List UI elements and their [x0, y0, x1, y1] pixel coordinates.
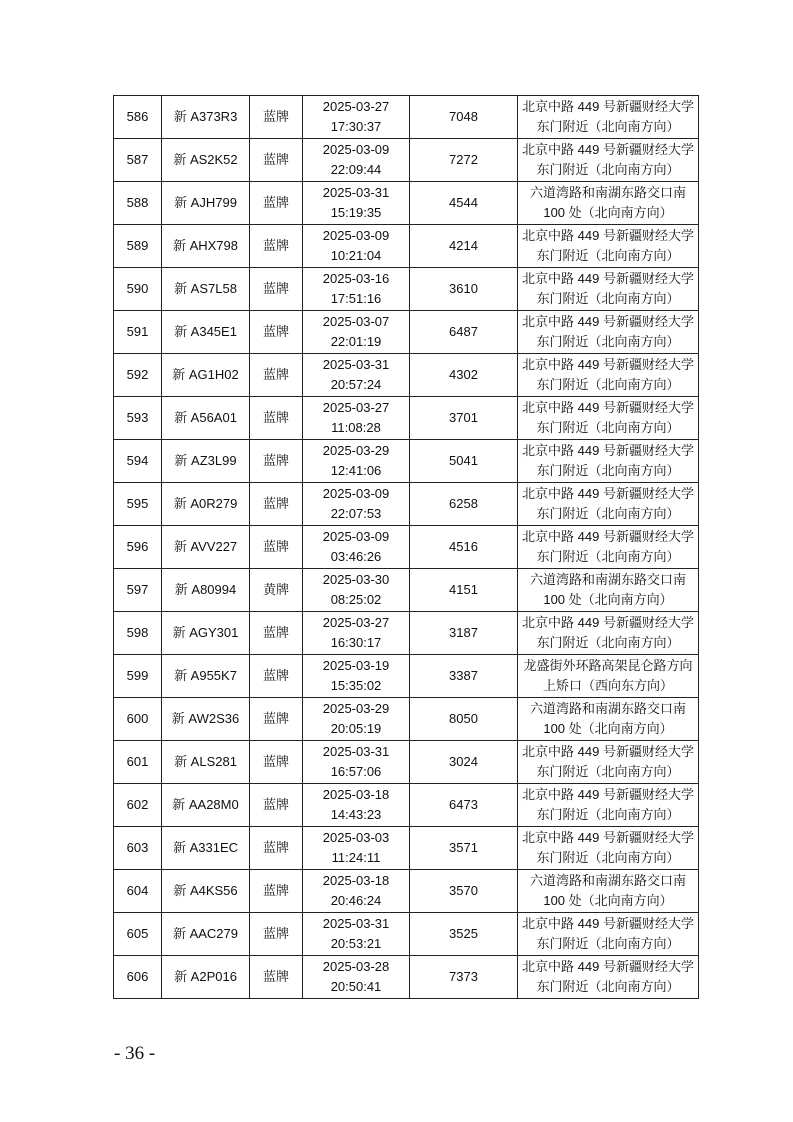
table-row — [114, 268, 699, 311]
row-number: 597 — [114, 569, 162, 612]
capture-clock-text: 03:46:26 — [330, 549, 382, 564]
capture-clock-text: 15:35:02 — [330, 678, 382, 693]
capture-time — [303, 182, 410, 225]
violation-code: 4302 — [410, 354, 518, 397]
capture-time — [303, 784, 410, 827]
plate-number: 新 A373R3 — [162, 96, 250, 139]
location-line-2: 东门附近（北向南方向） — [536, 764, 680, 779]
plate-color: 蓝牌 — [250, 225, 303, 268]
location — [518, 655, 699, 698]
capture-time — [303, 698, 410, 741]
location-line-1: 北京中路 449 号新疆财经大学 — [522, 99, 694, 114]
capture-time — [303, 440, 410, 483]
plate-number: 新 A2P016 — [162, 956, 250, 999]
plate-number: 新 A0R279 — [162, 483, 250, 526]
row-number: 603 — [114, 827, 162, 870]
capture-time — [303, 655, 410, 698]
location-line-2: 100 处（北向南方向） — [543, 721, 673, 736]
location — [518, 569, 699, 612]
table-row — [114, 440, 699, 483]
location — [518, 268, 699, 311]
plate-color: 蓝牌 — [250, 784, 303, 827]
table-row — [114, 397, 699, 440]
capture-time — [303, 397, 410, 440]
capture-date-text: 2025-03-31 — [322, 916, 390, 931]
row-number: 602 — [114, 784, 162, 827]
violation-code: 3701 — [410, 397, 518, 440]
capture-clock-text: 11:24:11 — [331, 850, 381, 865]
capture-clock-text: 20:53:21 — [330, 936, 382, 951]
row-number: 598 — [114, 612, 162, 655]
plate-number: 新 AVV227 — [162, 526, 250, 569]
location — [518, 182, 699, 225]
violation-code: 5041 — [410, 440, 518, 483]
table-row — [114, 569, 699, 612]
capture-date-text: 2025-03-18 — [322, 873, 390, 888]
capture-time — [303, 913, 410, 956]
row-number: 606 — [114, 956, 162, 999]
capture-date-text: 2025-03-19 — [322, 658, 390, 673]
location-line-1: 北京中路 449 号新疆财经大学 — [522, 916, 694, 931]
capture-date-text: 2025-03-03 — [322, 830, 390, 845]
location — [518, 397, 699, 440]
plate-color: 蓝牌 — [250, 311, 303, 354]
capture-clock-text: 22:07:53 — [330, 506, 382, 521]
row-number: 590 — [114, 268, 162, 311]
capture-clock-text: 15:19:35 — [330, 205, 382, 220]
capture-time — [303, 870, 410, 913]
location-line-1: 北京中路 449 号新疆财经大学 — [522, 830, 694, 845]
location-line-1: 北京中路 449 号新疆财经大学 — [522, 357, 694, 372]
location-line-1: 北京中路 449 号新疆财经大学 — [522, 443, 694, 458]
location-line-2: 东门附近（北向南方向） — [536, 936, 680, 951]
plate-color: 蓝牌 — [250, 956, 303, 999]
plate-number: 新 AS2K52 — [162, 139, 250, 182]
table-body — [114, 96, 699, 999]
table-row — [114, 526, 699, 569]
plate-number: 新 ALS281 — [162, 741, 250, 784]
plate-color: 蓝牌 — [250, 870, 303, 913]
location-line-2: 东门附近（北向南方向） — [536, 506, 680, 521]
capture-clock-text: 22:01:19 — [330, 334, 382, 349]
table-row — [114, 870, 699, 913]
capture-clock-text: 20:46:24 — [330, 893, 382, 908]
capture-date-text: 2025-03-07 — [322, 314, 390, 329]
plate-color: 蓝牌 — [250, 741, 303, 784]
capture-date-text: 2025-03-09 — [322, 142, 390, 157]
plate-color: 蓝牌 — [250, 698, 303, 741]
capture-date-text: 2025-03-30 — [322, 572, 390, 587]
row-number: 591 — [114, 311, 162, 354]
capture-time — [303, 225, 410, 268]
location-line-1: 龙盛街外环路高架昆仑路方向 — [523, 658, 693, 673]
location — [518, 741, 699, 784]
location-line-2: 东门附近（北向南方向） — [536, 248, 680, 263]
capture-clock-text: 20:57:24 — [330, 377, 382, 392]
capture-time — [303, 139, 410, 182]
plate-number: 新 A955K7 — [162, 655, 250, 698]
capture-date-text: 2025-03-09 — [322, 228, 390, 243]
plate-number: 新 A80994 — [162, 569, 250, 612]
capture-clock-text: 17:30:37 — [330, 119, 382, 134]
plate-color: 蓝牌 — [250, 612, 303, 655]
capture-date-text: 2025-03-31 — [322, 744, 390, 759]
location — [518, 139, 699, 182]
capture-time — [303, 268, 410, 311]
row-number: 586 — [114, 96, 162, 139]
table-row — [114, 96, 699, 139]
plate-color: 黄牌 — [250, 569, 303, 612]
capture-clock-text: 14:43:23 — [330, 807, 382, 822]
plate-color: 蓝牌 — [250, 354, 303, 397]
row-number: 589 — [114, 225, 162, 268]
capture-clock-text: 20:50:41 — [330, 979, 382, 994]
location-line-1: 北京中路 449 号新疆财经大学 — [522, 314, 694, 329]
location-line-2: 上矫口（西向东方向） — [542, 678, 673, 693]
table-row — [114, 182, 699, 225]
plate-number: 新 AGY301 — [162, 612, 250, 655]
location — [518, 526, 699, 569]
violation-records-table — [113, 95, 699, 999]
table-row — [114, 311, 699, 354]
capture-date-text: 2025-03-31 — [322, 357, 390, 372]
plate-number: 新 A56A01 — [162, 397, 250, 440]
capture-date-text: 2025-03-18 — [322, 787, 390, 802]
location-line-1: 北京中路 449 号新疆财经大学 — [522, 228, 694, 243]
violation-code: 3387 — [410, 655, 518, 698]
location-line-1: 六道湾路和南湖东路交口南 — [529, 701, 686, 716]
page-number: - 36 - — [114, 1043, 156, 1064]
location-line-2: 东门附近（北向南方向） — [536, 463, 680, 478]
violation-code: 4544 — [410, 182, 518, 225]
row-number: 604 — [114, 870, 162, 913]
location — [518, 913, 699, 956]
table-row — [114, 741, 699, 784]
violation-code: 7048 — [410, 96, 518, 139]
location-line-2: 东门附近（北向南方向） — [536, 420, 680, 435]
table-row — [114, 354, 699, 397]
location — [518, 827, 699, 870]
violation-code: 7272 — [410, 139, 518, 182]
row-number: 593 — [114, 397, 162, 440]
capture-date-text: 2025-03-16 — [322, 271, 390, 286]
capture-clock-text: 11:08:28 — [331, 420, 381, 435]
location — [518, 440, 699, 483]
location-line-2: 100 处（北向南方向） — [543, 205, 673, 220]
row-number: 599 — [114, 655, 162, 698]
location — [518, 354, 699, 397]
location — [518, 784, 699, 827]
violation-code: 4151 — [410, 569, 518, 612]
plate-color: 蓝牌 — [250, 827, 303, 870]
capture-date-text: 2025-03-27 — [322, 400, 390, 415]
table-row — [114, 483, 699, 526]
table-row — [114, 225, 699, 268]
table-row — [114, 913, 699, 956]
capture-time — [303, 311, 410, 354]
plate-number: 新 AZ3L99 — [162, 440, 250, 483]
location — [518, 225, 699, 268]
location-line-1: 六道湾路和南湖东路交口南 — [529, 873, 686, 888]
row-number: 600 — [114, 698, 162, 741]
capture-clock-text: 12:41:06 — [330, 463, 382, 478]
location-line-2: 东门附近（北向南方向） — [536, 549, 680, 564]
capture-time — [303, 827, 410, 870]
location-line-1: 北京中路 449 号新疆财经大学 — [522, 615, 694, 630]
capture-date-text: 2025-03-27 — [322, 99, 390, 114]
capture-clock-text: 08:25:02 — [330, 592, 382, 607]
location-line-1: 六道湾路和南湖东路交口南 — [529, 572, 686, 587]
violation-code: 6473 — [410, 784, 518, 827]
location-line-1: 北京中路 449 号新疆财经大学 — [522, 529, 694, 544]
location — [518, 956, 699, 999]
capture-date-text: 2025-03-27 — [322, 615, 390, 630]
violation-code: 6258 — [410, 483, 518, 526]
plate-number: 新 A331EC — [162, 827, 250, 870]
capture-clock-text: 22:09:44 — [330, 162, 382, 177]
plate-number: 新 AA28M0 — [162, 784, 250, 827]
plate-color: 蓝牌 — [250, 268, 303, 311]
table-row — [114, 139, 699, 182]
location — [518, 311, 699, 354]
capture-time — [303, 354, 410, 397]
capture-date-text: 2025-03-09 — [322, 486, 390, 501]
location-line-2: 东门附近（北向南方向） — [536, 334, 680, 349]
violation-code: 3571 — [410, 827, 518, 870]
location-line-2: 东门附近（北向南方向） — [536, 119, 680, 134]
plate-number: 新 A4KS56 — [162, 870, 250, 913]
capture-date-text: 2025-03-31 — [322, 185, 390, 200]
location-line-1: 北京中路 449 号新疆财经大学 — [522, 744, 694, 759]
table-row — [114, 698, 699, 741]
row-number: 596 — [114, 526, 162, 569]
plate-color: 蓝牌 — [250, 96, 303, 139]
violation-code: 6487 — [410, 311, 518, 354]
location-line-1: 北京中路 449 号新疆财经大学 — [522, 787, 694, 802]
location-line-1: 北京中路 449 号新疆财经大学 — [522, 486, 694, 501]
capture-time — [303, 526, 410, 569]
violation-code: 3024 — [410, 741, 518, 784]
plate-number: 新 AJH799 — [162, 182, 250, 225]
violation-code: 3525 — [410, 913, 518, 956]
capture-time — [303, 569, 410, 612]
plate-number: 新 AAC279 — [162, 913, 250, 956]
capture-time — [303, 956, 410, 999]
violation-code: 3610 — [410, 268, 518, 311]
plate-number: 新 AW2S36 — [162, 698, 250, 741]
plate-color: 蓝牌 — [250, 440, 303, 483]
capture-clock-text: 20:05:19 — [330, 721, 382, 736]
location-line-1: 北京中路 449 号新疆财经大学 — [522, 959, 694, 974]
plate-color: 蓝牌 — [250, 913, 303, 956]
violation-code: 7373 — [410, 956, 518, 999]
table-row — [114, 827, 699, 870]
row-number: 595 — [114, 483, 162, 526]
location-line-2: 100 处（北向南方向） — [543, 893, 673, 908]
capture-date-text: 2025-03-29 — [322, 443, 390, 458]
plate-number: 新 AS7L58 — [162, 268, 250, 311]
row-number: 592 — [114, 354, 162, 397]
capture-time — [303, 612, 410, 655]
plate-color: 蓝牌 — [250, 397, 303, 440]
violation-code: 8050 — [410, 698, 518, 741]
plate-color: 蓝牌 — [250, 483, 303, 526]
table-row — [114, 956, 699, 999]
location-line-2: 东门附近（北向南方向） — [536, 162, 680, 177]
row-number: 588 — [114, 182, 162, 225]
table-row — [114, 784, 699, 827]
plate-color: 蓝牌 — [250, 526, 303, 569]
location — [518, 96, 699, 139]
plate-color: 蓝牌 — [250, 139, 303, 182]
row-number: 587 — [114, 139, 162, 182]
table-row — [114, 655, 699, 698]
capture-clock-text: 17:51:16 — [330, 291, 382, 306]
location-line-1: 北京中路 449 号新疆财经大学 — [522, 142, 694, 157]
table-row — [114, 612, 699, 655]
row-number: 601 — [114, 741, 162, 784]
location — [518, 870, 699, 913]
violation-code: 4516 — [410, 526, 518, 569]
location — [518, 698, 699, 741]
capture-date-text: 2025-03-09 — [322, 529, 390, 544]
capture-date-text: 2025-03-29 — [322, 701, 390, 716]
capture-clock-text: 16:30:17 — [330, 635, 382, 650]
location-line-1: 北京中路 449 号新疆财经大学 — [522, 400, 694, 415]
capture-time — [303, 96, 410, 139]
capture-time — [303, 741, 410, 784]
plate-color: 蓝牌 — [250, 182, 303, 225]
location-line-1: 北京中路 449 号新疆财经大学 — [522, 271, 694, 286]
violation-code: 4214 — [410, 225, 518, 268]
location-line-2: 东门附近（北向南方向） — [536, 850, 680, 865]
location-line-2: 东门附近（北向南方向） — [536, 635, 680, 650]
row-number: 605 — [114, 913, 162, 956]
location-line-2: 100 处（北向南方向） — [543, 592, 673, 607]
location-line-2: 东门附近（北向南方向） — [536, 291, 680, 306]
row-number: 594 — [114, 440, 162, 483]
plate-number: 新 AHX798 — [162, 225, 250, 268]
plate-color: 蓝牌 — [250, 655, 303, 698]
capture-clock-text: 10:21:04 — [330, 248, 382, 263]
violation-code: 3570 — [410, 870, 518, 913]
violation-code: 3187 — [410, 612, 518, 655]
capture-clock-text: 16:57:06 — [330, 764, 382, 779]
location — [518, 612, 699, 655]
location-line-1: 六道湾路和南湖东路交口南 — [529, 185, 686, 200]
plate-number: 新 A345E1 — [162, 311, 250, 354]
plate-number: 新 AG1H02 — [162, 354, 250, 397]
location-line-2: 东门附近（北向南方向） — [536, 377, 680, 392]
location-line-2: 东门附近（北向南方向） — [536, 807, 680, 822]
location-line-2: 东门附近（北向南方向） — [536, 979, 680, 994]
capture-date-text: 2025-03-28 — [322, 959, 390, 974]
capture-time — [303, 483, 410, 526]
location — [518, 483, 699, 526]
